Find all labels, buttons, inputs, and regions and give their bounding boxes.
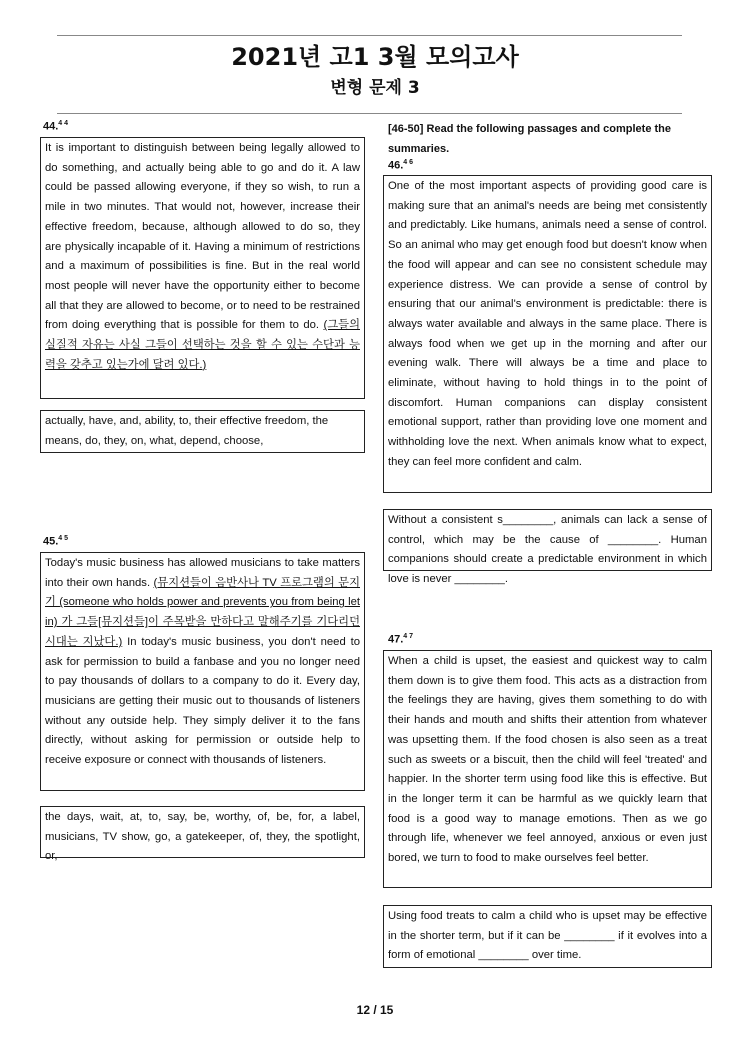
question-45-label — [43, 535, 68, 548]
passage-underlined-korean: (그들의 실질적 자유는 사실 그들이 선택하는 것을 할 수 있는 수단과 능력을 갖추고 있는가에 달려 있다.) — [45, 319, 360, 371]
question-number: 47. — [388, 633, 404, 646]
header-divider — [57, 113, 682, 114]
question-47-summary: Using food treats to calm a child who is upset may be effective in the shorter term, but if it can be ________ if it evolves into a form of emotional ________ over time. — [383, 905, 712, 968]
question-46-passage: One of the most important aspects of providing good care is making sure that an animal's needs are being met consistently and predictably. Like humans, animals need a sense of control. So an animal who may get enough food but doesn't know when the food will appear and can see no consistent schedule may experience distress. We can provide a sense of control by ensuring that our animal's environment is predictable: there is always water available and always in the same place. There is always food when we get up in the morning and after our evening walk. There will always be a time and place to eliminate, without having to hold things in to the point of discomfort. Human companions can display consistent emotional support, rather than providing love one moment and withholding love the next. When animals know what to expect, they can feel more confident and calm. — [383, 175, 712, 493]
passage-text: In today's music business, you don't need to ask for permission to build a fanbase and you no longer need to pay thousands of dollars to a company to do it. Every day, musicians are getting their music out to thousands of listeners without any outside help. They simply deliver it to the fans directly, without asking for permission or outside help to receive exposure or connect with thousands of listeners. — [45, 635, 360, 767]
top-divider — [57, 35, 682, 36]
question-44-word-bank: actually, have, and, ability, to, their effective freedom, the means, do, they, on, what, depend, choose, — [40, 410, 365, 453]
question-number: 44. — [43, 120, 59, 133]
page-subtitle: 변형 문제 3 — [330, 78, 420, 98]
question-sup: 4 4 — [58, 120, 69, 127]
passage-text: Today's music business has allowed musicians to take matters into their own hands. — [45, 557, 360, 589]
question-sup: 4 6 — [403, 159, 414, 166]
page-number: 12 / 15 — [356, 1003, 394, 1017]
question-number: 46. — [388, 159, 404, 172]
question-45-passage — [40, 552, 365, 791]
instructions: [46-50] Read the following passages and complete the summaries. — [388, 123, 672, 155]
question-47-passage: When a child is upset, the easiest and quickest way to calm them down is to give them food. This acts as a distraction from the feelings they are having, gives them something to do with their hands and mouth and shifts their attention from whatever was upsetting them. If the food chosen is also seen as a treat such as sweets or a biscuit, then the child will feel 'treated' and happier. In the shorter term using food like this is effective. But in the longer term it can be harmful as we quickly learn that food is a good way to manage emotions. Then as we go through life, whenever we feel annoyed, anxious or even just bored, we turn to food to make ourselves feel better. — [383, 650, 712, 888]
question-sup: 4 7 — [403, 633, 414, 640]
question-46-summary: Without a consistent s________, animals can lack a sense of control, which may be the cause of ________. Human companions should create a predictable environment in which love is never ________. — [383, 509, 712, 571]
question-46-label — [388, 159, 413, 172]
passage-underlined-korean: (뮤지션들이 음반사나 TV 프로그램의 문지기 (someone who holds power and prevents you from being let in) 가 그들[뮤지션들]이 주목받을 만하다고 말해주기를 기다리던 시대는 지났다.) — [45, 576, 360, 648]
question-47-label — [388, 633, 413, 646]
page-title: 2021년 고1 3월 모의고사 — [231, 43, 519, 71]
question-44-label — [43, 120, 68, 133]
passage-text: It is important to distinguish between being legally allowed to do something, and actually being able to go and do it. A law could be passed allowing everyone, if they so wish, to run a mile in two minutes. That would not, however, increase their effective freedom, because, although allowed to do so, they are physically incapable of it. Having a minimum of restrictions and a maximum of possibilities is fine. But in the real world most people will never have the opportunity either to become all that they are allowed to become, or to need to be restrained from doing everything that is possible for them to do. — [45, 142, 360, 332]
question-44-passage — [40, 137, 365, 399]
question-number: 45. — [43, 535, 59, 548]
question-45-word-bank: the days, wait, at, to, say, be, worthy, of, be, for, a label, musicians, TV show, go, a gatekeeper, of, they, the spotlight, or, — [40, 806, 365, 858]
question-sup: 4 5 — [58, 535, 69, 542]
